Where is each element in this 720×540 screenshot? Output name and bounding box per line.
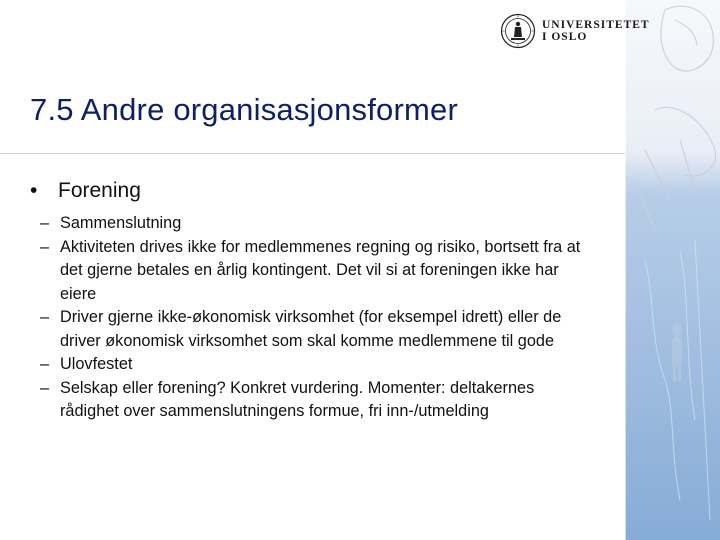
- dash-marker: –: [40, 308, 50, 326]
- logo-text-line2: I OSLO: [542, 31, 588, 43]
- sub-bullet-text: Sammenslutning: [60, 214, 182, 232]
- sub-bullet-text: Ulovfestet: [60, 355, 133, 373]
- title-divider: [0, 153, 625, 154]
- bullet-list: [30, 178, 630, 424]
- bullet-text: Forening: [58, 179, 141, 202]
- dash-marker: –: [40, 355, 50, 373]
- sub-bullet-list: [30, 212, 630, 424]
- dash-marker: –: [40, 378, 50, 397]
- sub-bullet-text: Aktiviteten drives ikke for medlemmenes regning og risiko, bortsett fra at det gjerne betales en årlig kontingent. Det vil si at foreningen ikke har eiere: [60, 237, 581, 303]
- slide-title: 7.5 Andre organisasjonsformer: [30, 92, 458, 127]
- sub-bullet-item: [30, 377, 630, 424]
- sub-bullet-item: [30, 236, 630, 307]
- bullet-item: [30, 178, 630, 204]
- university-logo: [500, 12, 650, 50]
- decorative-statue-band: [625, 0, 720, 540]
- sub-bullet-item: [30, 212, 630, 236]
- sub-bullet-item: [30, 353, 630, 377]
- university-seal-icon: [500, 13, 536, 49]
- logo-text-line1: UNIVERSITETET: [542, 19, 650, 31]
- sub-bullet-item: [30, 306, 630, 353]
- dash-marker: –: [40, 237, 50, 256]
- bullet-marker: •: [30, 179, 38, 202]
- sub-bullet-text: Driver gjerne ikke-økonomisk virksomhet (for eksempel idrett) eller de driver økonomisk virksomhet som skal komme medlemmene til gode: [60, 308, 562, 350]
- sub-bullet-text: Selskap eller forening? Konkret vurdering. Momenter: deltakernes rådighet over sammenslutningens formue, fri inn-/utmelding: [60, 378, 535, 420]
- dash-marker: –: [40, 214, 50, 232]
